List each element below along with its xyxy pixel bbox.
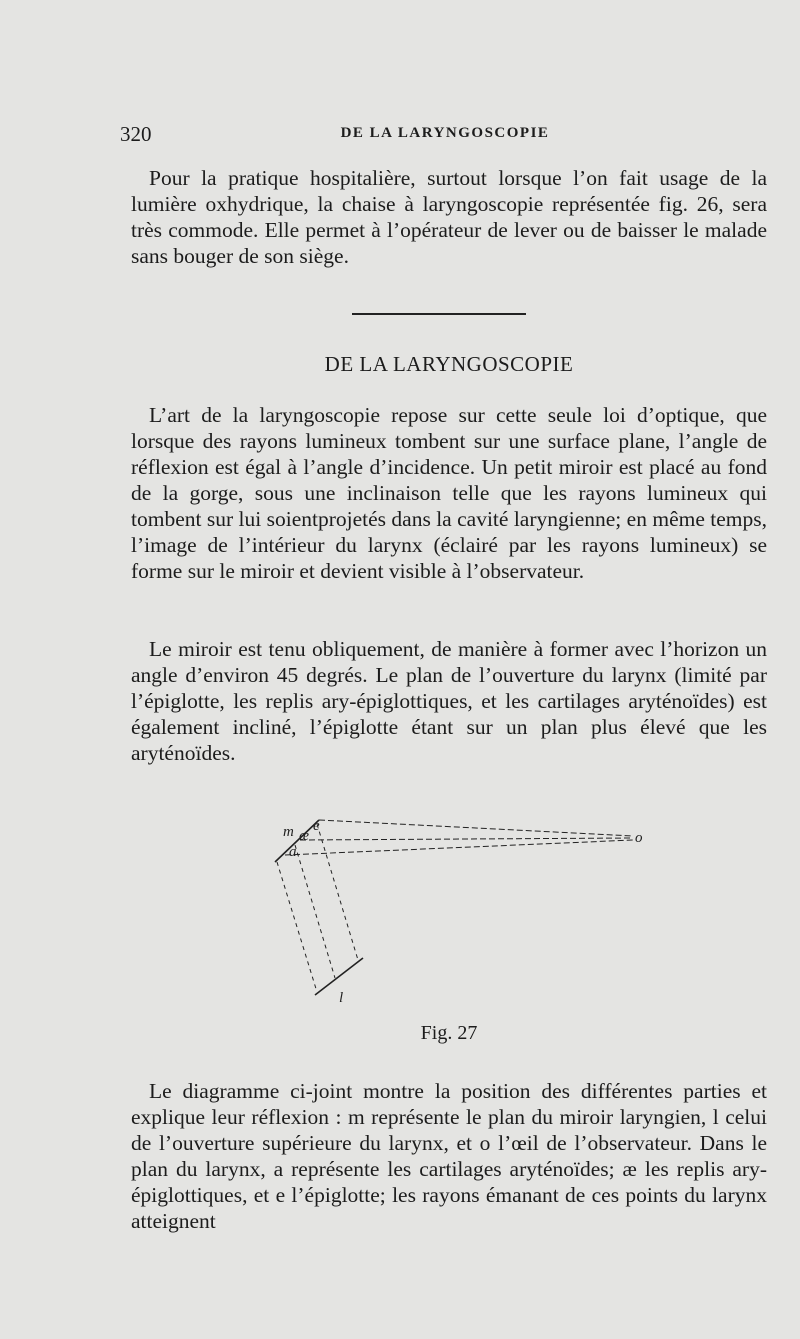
paragraph-optics-law: L’art de la laryngoscopie repose sur cette seule loi d’optique, que lorsque des rayons lumineux tombent sur une surface plane, l’angle de réflexion est égal à l’angle d’incidence. Un petit miroir est placé au fond de la gorge, sous une inclinaison telle que les rayons lumineux qui tombent sur lui soientprojetés dans la cavité laryngienne; en même temps, l’image de l’intérieur du larynx (éclairé par les rayons lumineux) se forme sur le miroir et devient visible à l’observateur. [131, 403, 767, 583]
section-divider [352, 313, 526, 315]
ray-down-1 [277, 862, 317, 992]
label-l: l [339, 990, 344, 1006]
section-title: DE LA LARYNGOSCOPIE [324, 352, 574, 376]
ray-top [319, 820, 633, 836]
ray-bottom [285, 840, 633, 855]
page-number: 320 [120, 122, 152, 146]
running-head [120, 122, 770, 152]
label-ae: æ [299, 828, 310, 844]
running-title: DE LA LARYNGOSCOPIE [340, 125, 550, 141]
figure-27-diagram [255, 800, 655, 1010]
intro-paragraph: Pour la pratique hospitalière, surtout lorsque l’on fait usage de la lumière oxhydrique, la chaise à laryngoscopie représentée fig. 26, sera très commode. Elle permet à l’opérateur de lever ou de baisser le malade sans bouger de son siège. [131, 166, 767, 268]
label-m: m [283, 824, 294, 840]
paragraph-diagram-explanation: Le diagramme ci-joint montre la position des différentes parties et explique leur réflexion : m représente le plan du miroir laryngien, l celui de l’ouverture supérieure du larynx, et o l’œil de l’observateur. Dans le plan du larynx, a représente les cartilages aryténoïdes; æ les replis ary-épiglottiques, et e l’épiglotte; les rayons émanant de ces points du larynx atteignent [131, 1079, 767, 1233]
label-o: o [635, 830, 643, 846]
figure-caption: Fig. 27 [420, 1022, 478, 1044]
label-a: a [289, 844, 297, 860]
label-e: e [313, 818, 320, 834]
paragraph-mirror-angle: Le miroir est tenu obliquement, de manière à former avec l’horizon un angle d’environ 45 degrés. Le plan de l’ouverture du larynx (limité par l’épiglotte, les replis ary-épiglottiques, et les cartilages aryténoïdes) est également incliné, l’épiglotte étant sur un plan plus élevé que les aryténoïdes. [131, 637, 767, 765]
ray-middle [300, 838, 633, 840]
